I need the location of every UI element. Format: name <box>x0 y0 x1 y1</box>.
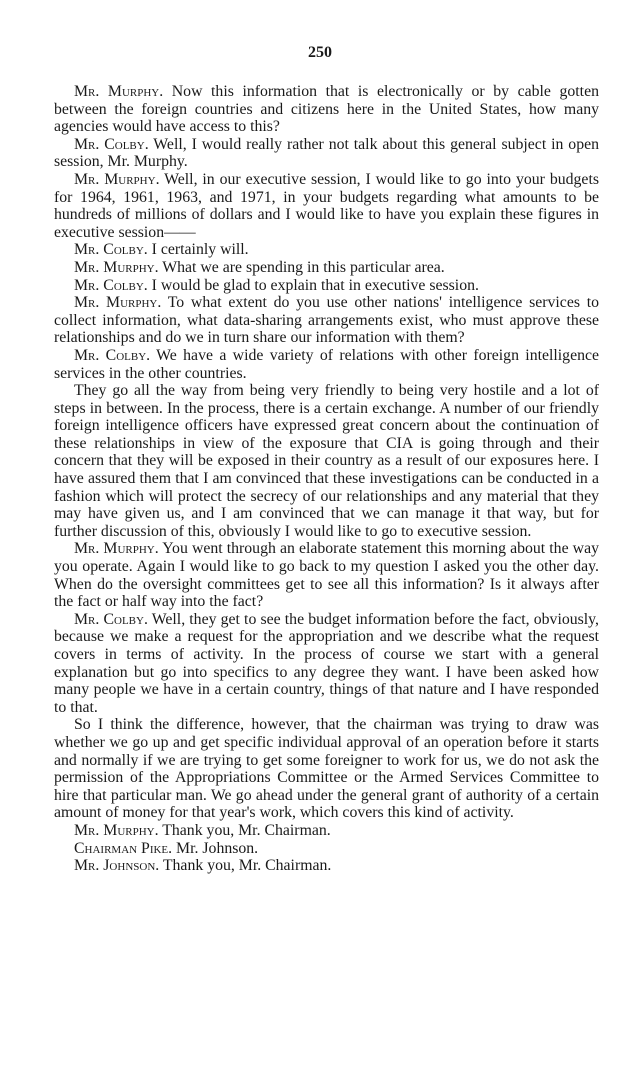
paragraph-text: Well, I would really rather not talk about this general subject in open session, Mr. Murphy. <box>54 135 599 171</box>
paragraph <box>54 277 599 295</box>
speaker-name: Mr. Murphy. <box>74 170 160 188</box>
paragraph-text: I would be glad to explain that in executive session. <box>147 276 479 294</box>
speaker-name: Mr. Murphy. <box>74 258 159 276</box>
speaker-name: Mr. Murphy. <box>74 294 162 312</box>
paragraph <box>54 857 599 875</box>
paragraph <box>54 840 599 858</box>
paragraph-text: We have a wide variety of relations with other foreign intelligence services in the other countries. <box>54 346 599 382</box>
paragraph <box>54 259 599 277</box>
speaker-name: Mr. Johnson. <box>74 857 160 875</box>
paragraph <box>54 83 599 136</box>
speaker-name: Mr. Colby. <box>74 276 148 294</box>
page-number: 250 <box>308 44 332 61</box>
paragraph-text: So I think the difference, however, that the chairman was trying to draw was whether we go up and get specific individual approval of an operation before it starts and normally if we are trying to get some foreigner to work for us, we do not ask the permission of the Appropriations Committee or the Armed Services Committee to hire that particular man. We go ahead under the general grant of authority of a certain amount of money for that year's work, which covers this kind of activity. <box>54 716 599 822</box>
speaker-name: Mr. Colby. <box>74 346 151 364</box>
paragraph <box>54 382 599 540</box>
paragraph-text: Now this information that is electronically or by cable gotten between the foreign countries and citizens here in the United States, how many agencies would have access to this? <box>54 83 599 136</box>
paragraph-text: They go all the way from being very friendly to being very hostile and a lot of steps in between. In the process, there is a certain exchange. A number of our friendly foreign intelligence officers have expressed great concern about the continuation of these relationships in view of the exposure that CIA is going through and their concern that they will be exposed in their country as a result of our exposures here. I have assured them that I am convinced that these investigations can be conducted in a fashion which will protect the secrecy of our relationships and any material that they may have given us, and I am convinced that we can manage it that way, but for further discussion of this, obviously I would like to go to executive session. <box>54 382 599 540</box>
paragraph <box>54 347 599 382</box>
paragraph-text: Thank you, Mr. Chairman. <box>159 857 332 875</box>
paragraph <box>54 716 599 822</box>
paragraph-text: Mr. Johnson. <box>172 839 259 857</box>
paragraph <box>54 611 599 717</box>
paragraph-text: Well, they get to see the budget information before the fact, obviously, because we make a request for the appropriation and we describe what the request covers in terms of activity. In the process of course we start with a general explanation but go into specifics to any degree they want. I have been asked how many people we have in a certain country, things of that nature and I have responded to that. <box>54 610 599 716</box>
transcript-body <box>54 83 599 875</box>
paragraph-text: I certainly will. <box>147 241 249 259</box>
speaker-name: Chairman Pike. <box>74 839 173 857</box>
speaker-name: Mr. Colby. <box>74 610 148 628</box>
speaker-name: Mr. Colby. <box>74 241 148 259</box>
paragraph <box>54 294 599 347</box>
paragraph <box>54 136 599 171</box>
paragraph-text: Well, in our executive session, I would like to go into your budgets for 1964, 1961, 1963, and 1971, in your budgets regarding what amounts to be hundreds of millions of dollars and I would like to have you explain these figures in executive session—— <box>54 170 599 241</box>
paragraph-text: Thank you, Mr. Chairman. <box>158 821 331 839</box>
paragraph <box>54 241 599 259</box>
paragraph <box>54 171 599 241</box>
speaker-name: Mr. Colby. <box>74 135 149 153</box>
paragraph <box>54 540 599 610</box>
paragraph-text: You went through an elaborate statement this morning about the way you operate. Again I would like to go back to my question I asked you the other day. When do the oversight committees get to see all this information? Is it always after the fact or half way into the fact? <box>54 540 599 611</box>
paragraph-text: What we are spending in this particular area. <box>158 258 445 276</box>
speaker-name: Mr. Murphy. <box>74 540 159 558</box>
speaker-name: Mr. Murphy. <box>74 821 159 839</box>
paragraph <box>54 822 599 840</box>
paragraph-text: To what extent do you use other nations' intelligence services to collect information, what data-sharing arrangements exist, who must approve these relationships and do we in turn share our information with them? <box>54 294 599 347</box>
speaker-name: Mr. Murphy. <box>74 83 164 100</box>
